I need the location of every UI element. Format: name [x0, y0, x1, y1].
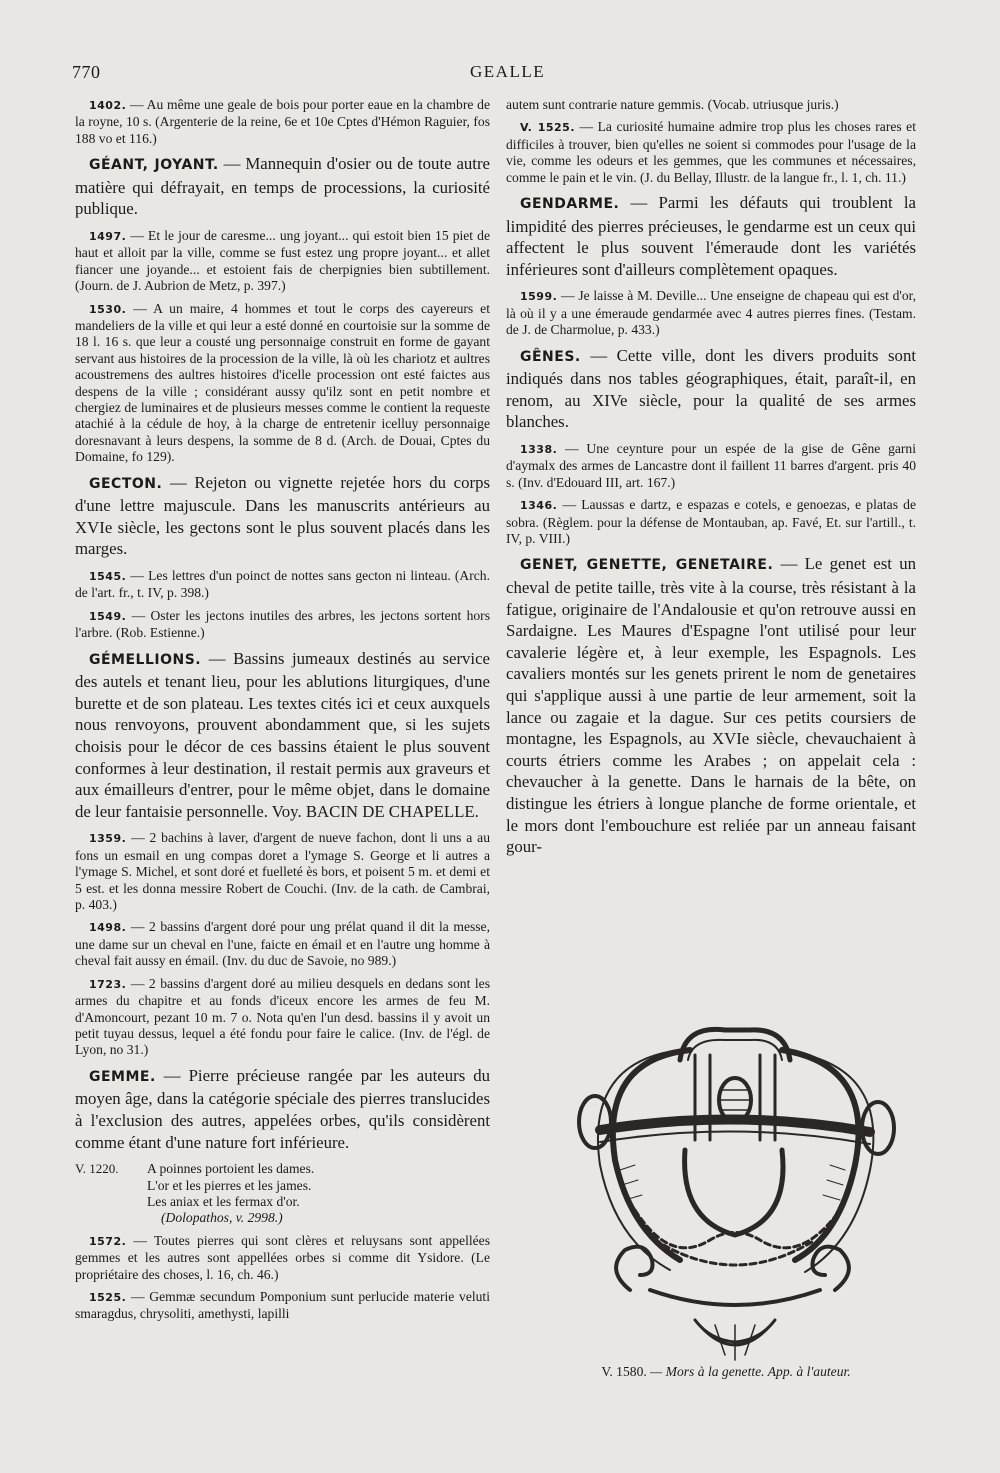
citation-year: 1402. [89, 99, 127, 112]
verse-citation [75, 1161, 490, 1227]
entry-headword: GECTON. [89, 475, 163, 492]
citation [75, 1233, 490, 1283]
verse-lines [147, 1161, 314, 1227]
citation-text: — Les lettres d'un poinct de nottes sans gecton ni linteau. (Arch. de l'art. fr., t. IV, p. 398.) [75, 568, 490, 601]
running-head: GEALLE [470, 62, 546, 81]
entry-headword: GÉMELLIONS. [89, 651, 202, 668]
caption-text: — Mors à la genette. App. à l'auteur. [646, 1364, 851, 1379]
citation-year: V. 1220. [75, 1161, 119, 1177]
citation-text: — Oster les jectons inutiles des arbres, les jectons sortent hors l'arbre. (Rob. Estienne.) [75, 607, 490, 641]
citation [75, 919, 490, 969]
citation [75, 568, 490, 602]
citation [75, 228, 490, 295]
citation [75, 301, 490, 466]
entry-headword: GÉANT, JOYANT. [89, 157, 219, 174]
citation-continued: autem sunt contrarie nature gemmis. (Vocab. utriusque juris.) [506, 97, 839, 112]
entry-text: — Le genet est un cheval de petite taille, très vite à la course, très résistant à la fatigue, originaire de l'Andalousie et qu'on retrouve aussi en Sardaigne. Les Maures d'Espagne l'ont utilisé pour leur cavalerie légère et, à leur exemple, les Espagnols. Les cavaliers montés sur les genets prirent le nom de genetaires qui s'applique aussi à une partie de leur armement, soit la lance ou zagaie et la dague. Sur ces petits coursiers de montagne, les Espagnols, au XVIe siècle, chevauchaient à courts étriers comme les Arabes ; on appelait cela : chevaucher à la genette. Dans le harnais de la bête, on distingue les étriers à longue planche de forme orientale, et le mors dont l'embouchure est reliée par un anneau faisant gour- [506, 554, 916, 857]
citation-year: 1599. [520, 290, 558, 304]
citation-year: V. 1525. [520, 121, 576, 135]
citation [75, 1289, 490, 1323]
entry-headword: GENET, GENETTE, GENETAIRE. [520, 557, 774, 574]
citation-text: — Gemmæ secundum Pomponium sunt perlucide materie veluti smaragdus, chrysoliti, amethysti, lapilli [75, 1288, 490, 1322]
citation [75, 830, 490, 913]
verse-row [75, 1161, 490, 1227]
citation-year: 1572. [89, 1234, 127, 1248]
citation-text: — Une ceynture pour un espée de la gise de Gêne garni d'aymalx des armes de Lancastre dont il faillent 11 barres d'argent. pris 40 s. (Inv. d'Edouard III, art. 167.) [506, 441, 916, 490]
entry-headword: GÊNES. [520, 348, 581, 365]
citation-year: 1525. [89, 1290, 127, 1304]
citation-text: — Je laisse à M. Deville... Une enseigne de chapeau qui est d'or, là où il y a une émeraude gendarmée avec 4 autres pierres fines. (Testam. de J. de Charmolue, p. 433.) [506, 288, 916, 338]
citation-year: 1346. [520, 499, 558, 513]
page-number: 770 [72, 62, 101, 82]
verse-line: A poinnes portoient les dames. [147, 1161, 315, 1177]
entry-headword: GEMME. [89, 1068, 156, 1085]
citation-text: — La curiosité humaine admire trop plus les choses rares et difficiles à trouver, bien qu'elles ne soient si commodes pour l'usage de la vie, comme les odeurs et les gemmes, que les communes et nécessaires, comme le pain et le vin. (J. du Bellay, Illustr. de la langue fr., l. 1, ch. 11.) [506, 119, 916, 185]
verse-line: L'or et les pierres et les james. [147, 1177, 312, 1193]
page-header [0, 60, 1000, 90]
entry-text: — Parmi les défauts qui troublent la limpidité des pierres précieuses, le gendarme est un ceux qui affectent le plus souvent l'émeraude dont les variétés inférieures sont d'ailleurs complètement opaques. [506, 193, 916, 279]
citation [75, 97, 490, 147]
citation-year: 1498. [89, 921, 127, 935]
citation-text: — 2 bassins d'argent doré au milieu desquels en dedans sont les armes du chapitre et au fonds d'iceux encore les armes de feu M. d'Amoncourt, pezant 10 m. 7 o. Nota qu'en l'un desd. bassins il y avoit un petit tuyau dessus, lequel a été fondu pour faire le calice. (Inv. de l'égl. de Lyon, no 31.) [75, 975, 490, 1058]
right-column [506, 97, 916, 866]
citation-year: 1545. [89, 570, 127, 584]
bit-engraving-icon [560, 990, 905, 1400]
dictionary-entry [75, 472, 490, 560]
citation-text: — Au même une geale de bois pour porter eaue en la chambre de la royne, 10 s. (Argenterie de la reine, 6e et 10e Cptes d'Hémon Raguier, fos 188 vo et 116.) [75, 97, 490, 146]
left-column [75, 97, 490, 1329]
citation-year: 1359. [89, 832, 127, 846]
dictionary-entry [506, 553, 916, 857]
citation [75, 976, 490, 1059]
figure-caption [556, 1364, 896, 1380]
entry-headword: GENDARME. [520, 196, 620, 213]
citation-year: 1723. [89, 977, 127, 991]
dictionary-entry [75, 1065, 490, 1153]
citation-text: — Toutes pierres qui sont clères et reluysans sont appellées gemmes et les autres sont appellées orbes si comme dit Ysidore. (Le propriétaire des choses, l. 16, ch. 46.) [75, 1232, 490, 1282]
citation-text: — Laussas e dartz, e espazas e cotels, e genoezas, e platas de sobra. (Règlem. pour la défense de Montauban, ap. Favé, Et. sur l'artill., t. IV, p. VIII.) [506, 497, 916, 547]
citation-text: — 2 bassins d'argent doré pour ung prélat quand il dit la messe, une dame sur un cheval en l'une, faicte en émail et en l'autre ung homme à cheval fait aussy en émail. (Inv. du duc de Savoie, no 989.) [75, 919, 490, 969]
entry-text: — Rejeton ou vignette rejetée hors du corps d'une lettre majuscule. Dans les manuscrits antérieurs au XVIe siècle, les gectons sont le plus souvent placés dans les marges. [75, 472, 490, 559]
entry-text: — Mannequin d'osier ou de toute autre matière qui défrayait, en temps de processions, la curiosité publique. [75, 154, 490, 219]
dictionary-entry [506, 192, 916, 280]
caption-number: V. 1580. [601, 1364, 647, 1379]
verse-source: (Dolopathos, v. 2998.) [161, 1210, 283, 1226]
dictionary-entry [506, 345, 916, 433]
citation-year: 1338. [520, 443, 558, 456]
citation [506, 288, 916, 338]
dictionary-entry [75, 153, 490, 220]
entry-text: — Bassins jumeaux destinés au service des autels et tenant lieu, pour les ablutions liturgiques, d'une burette et de son plateau. Les textes cités ici et ceux auxquels nous renvoyons, prouvent abondamment que, si les sujets choisis pour le décor de ces bassins étaient le plus souvent conformes à leur destination, il restait permis aux graveurs et aux émailleurs d'entrer, pour le même objet, dans le domaine de leur fantaisie personnelle. Voy. BACIN DE CHAPELLE. [75, 648, 490, 821]
citation [506, 119, 916, 186]
citation-text: — 2 bachins à laver, d'argent de nueve fachon, dont li uns a au fons un esmail en ung compas doret a l'ymage S. George et li autres a l'ymage S. Michel, et sont doré et fuelleté ès bors, et poisent 5 m. et demi et 5 est. et les donna messire Robert de Couchi. (Inv. de la cath. de Cambrai, p. 403.) [75, 830, 490, 913]
citation-year: 1530. [89, 302, 127, 316]
entry-text: — Cette ville, dont les divers produits sont indiqués dans nos tables géographiques, était, paraît-il, en renom, au XIVe siècle, pour la qualité de ses armes blanches. [506, 345, 916, 432]
citation-text: — Et le jour de caresme... ung joyant... qui estoit bien 15 piet de haut et alloit par la ville, comme se fust estez ung propre joyant... et allet fiancer une joyande... et estoient fais de cherpignies bien subtillement. (Journ. de J. Aubrion de Metz, p. 397.) [75, 228, 490, 294]
citation [506, 497, 916, 547]
citation-year: 1549. [89, 609, 127, 623]
entry-text: — Pierre précieuse rangée par les auteurs du moyen âge, dans la catégorie spéciale des pierres translucides à l'exclusion des autres, appelées orbes, qu'ils considèrent comme étant d'une nature fort inférieure. [75, 1065, 490, 1152]
dictionary-entry [75, 648, 490, 823]
citation [506, 441, 916, 491]
citation-year: 1497. [89, 230, 127, 243]
verse-line: Les aniax et les fermax d'or. [147, 1193, 300, 1209]
citation-text: — A un maire, 4 hommes et tout le corps des cayereurs et mandeliers de la ville et qui leur a esté donné en courtoisie sur la somme de 18 l. 16 s. que leur a cousté ung personnaige construit en forme de gayant servant aus histoires de la procession de la ville, là où les chariotz et aultres acoustremens des aultres histoires d'icelle procession ont esté faictes aus despens de la ville ; considérant aussy qu'ilz sont en petit nombre et chergiez de luminaires et de plusieurs messes comme le contient la requeste atachié à la cédule de hoy, à la charge de entretenir icelluy personnaige doresnavant à leurs despens, la somme de 8 d. (Arch. de Douai, Cptes du Domaine, fo 129). [75, 300, 490, 465]
citation [75, 608, 490, 642]
